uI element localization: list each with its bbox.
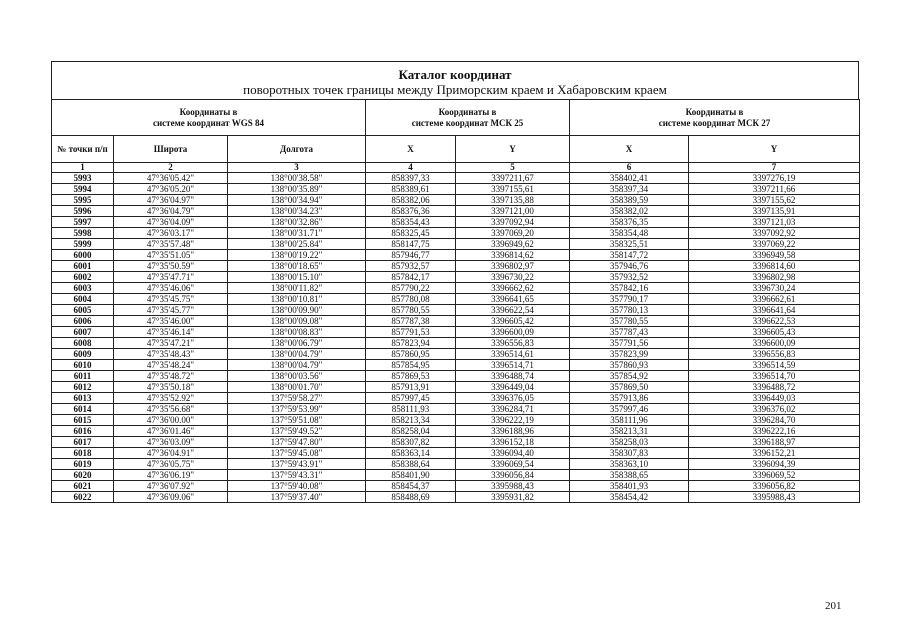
table-row xyxy=(52,448,860,459)
table-row xyxy=(52,492,860,503)
msk27-x-cell: 358307,83 xyxy=(570,448,689,459)
msk25-y-cell: 3396814,62 xyxy=(456,250,570,261)
column-number: 3 xyxy=(228,163,366,173)
longitude-cell: 138°00'25.84" xyxy=(228,239,366,250)
column-header-latitude: Широта xyxy=(114,136,228,163)
msk25-x-cell: 858258,04 xyxy=(366,426,456,437)
table-row xyxy=(52,415,860,426)
msk27-x-cell: 357790,17 xyxy=(570,294,689,305)
msk25-y-cell: 3396600,09 xyxy=(456,327,570,338)
point-number-cell: 6008 xyxy=(52,338,114,349)
column-number: 5 xyxy=(456,163,570,173)
msk27-x-cell: 357946,76 xyxy=(570,261,689,272)
msk25-y-cell: 3396662,62 xyxy=(456,283,570,294)
msk25-y-cell: 3395931,82 xyxy=(456,492,570,503)
msk27-x-cell: 357854,92 xyxy=(570,371,689,382)
catalog-title: Каталог координат xyxy=(398,67,512,82)
point-number-cell: 6004 xyxy=(52,294,114,305)
table-row xyxy=(52,404,860,415)
msk25-y-cell: 3397092,94 xyxy=(456,217,570,228)
point-number-cell: 6021 xyxy=(52,481,114,492)
column-number: 7 xyxy=(689,163,860,173)
msk27-x-cell: 358388,65 xyxy=(570,470,689,481)
msk25-y-cell: 3397069,20 xyxy=(456,228,570,239)
point-number-cell: 5994 xyxy=(52,184,114,195)
coordinate-catalog xyxy=(51,61,859,503)
latitude-cell: 47°35'50.59" xyxy=(114,261,228,272)
point-number-cell: 6005 xyxy=(52,305,114,316)
msk25-x-cell: 858147,75 xyxy=(366,239,456,250)
msk27-x-cell: 358389,59 xyxy=(570,195,689,206)
msk25-x-cell: 857780,08 xyxy=(366,294,456,305)
point-number-cell: 5993 xyxy=(52,173,114,184)
msk27-x-cell: 358401,93 xyxy=(570,481,689,492)
msk27-y-cell: 3397069,22 xyxy=(689,239,860,250)
table-row xyxy=(52,173,860,184)
longitude-cell: 138°00'35.89" xyxy=(228,184,366,195)
latitude-cell: 47°35'48.72" xyxy=(114,371,228,382)
msk25-x-cell: 857946,77 xyxy=(366,250,456,261)
msk27-y-cell: 3397092,92 xyxy=(689,228,860,239)
latitude-cell: 47°35'57.48" xyxy=(114,239,228,250)
longitude-cell: 137°59'51.08" xyxy=(228,415,366,426)
msk27-x-cell: 358111,96 xyxy=(570,415,689,426)
point-number-cell: 6000 xyxy=(52,250,114,261)
msk25-x-cell: 857913,91 xyxy=(366,382,456,393)
longitude-cell: 138°00'38.58" xyxy=(228,173,366,184)
longitude-cell: 138°00'11.82" xyxy=(228,283,366,294)
longitude-cell: 138°00'04.79" xyxy=(228,360,366,371)
longitude-cell: 138°00'08.83" xyxy=(228,327,366,338)
msk25-y-cell: 3397155,61 xyxy=(456,184,570,195)
latitude-cell: 47°35'51.05" xyxy=(114,250,228,261)
msk25-x-cell: 858325,45 xyxy=(366,228,456,239)
msk27-x-cell: 357780,13 xyxy=(570,305,689,316)
msk25-x-cell: 857869,53 xyxy=(366,371,456,382)
msk27-y-cell: 3396662,61 xyxy=(689,294,860,305)
point-number-cell: 6007 xyxy=(52,327,114,338)
latitude-cell: 47°35'48.43" xyxy=(114,349,228,360)
point-number-cell: 6018 xyxy=(52,448,114,459)
msk27-x-cell: 357932,52 xyxy=(570,272,689,283)
latitude-cell: 47°36'04.09" xyxy=(114,217,228,228)
longitude-cell: 138°00'34.23" xyxy=(228,206,366,217)
msk25-y-cell: 3396730,22 xyxy=(456,272,570,283)
latitude-cell: 47°35'45.75" xyxy=(114,294,228,305)
msk27-y-cell: 3396094,39 xyxy=(689,459,860,470)
msk25-y-cell: 3396188,96 xyxy=(456,426,570,437)
point-number-cell: 6003 xyxy=(52,283,114,294)
msk25-y-cell: 3397211,67 xyxy=(456,173,570,184)
msk25-y-cell: 3396376,05 xyxy=(456,393,570,404)
table-body xyxy=(52,173,860,503)
latitude-cell: 47°36'07.92" xyxy=(114,481,228,492)
table-row xyxy=(52,305,860,316)
column-header-msk25-x: X xyxy=(366,136,456,163)
table-row xyxy=(52,327,860,338)
msk27-y-cell: 3396641,64 xyxy=(689,305,860,316)
msk25-x-cell: 857790,22 xyxy=(366,283,456,294)
msk25-x-cell: 858397,33 xyxy=(366,173,456,184)
msk27-y-cell: 3395988,43 xyxy=(689,492,860,503)
msk27-x-cell: 358402,41 xyxy=(570,173,689,184)
point-number-cell: 6019 xyxy=(52,459,114,470)
longitude-cell: 137°59'43.31" xyxy=(228,470,366,481)
msk27-y-cell: 3396152,21 xyxy=(689,448,860,459)
msk27-y-cell: 3396605,43 xyxy=(689,327,860,338)
point-number-cell: 6009 xyxy=(52,349,114,360)
longitude-cell: 138°00'01.70" xyxy=(228,382,366,393)
msk27-y-cell: 3397121,03 xyxy=(689,217,860,228)
msk25-x-cell: 857823,94 xyxy=(366,338,456,349)
msk25-x-cell: 858388,64 xyxy=(366,459,456,470)
group-header-msk27: Координаты в системе координат МСК 27 xyxy=(570,100,860,136)
table-row xyxy=(52,294,860,305)
msk25-x-cell: 857854,95 xyxy=(366,360,456,371)
latitude-cell: 47°36'04.97" xyxy=(114,195,228,206)
msk25-y-cell: 3397121,00 xyxy=(456,206,570,217)
msk27-x-cell: 357860,93 xyxy=(570,360,689,371)
point-number-cell: 5997 xyxy=(52,217,114,228)
msk27-x-cell: 358325,51 xyxy=(570,239,689,250)
table-row xyxy=(52,283,860,294)
msk27-x-cell: 357869,50 xyxy=(570,382,689,393)
point-number-cell: 6015 xyxy=(52,415,114,426)
point-number-cell: 5995 xyxy=(52,195,114,206)
table-row xyxy=(52,338,860,349)
msk27-y-cell: 3396622,53 xyxy=(689,316,860,327)
msk27-y-cell: 3396556,83 xyxy=(689,349,860,360)
table-row xyxy=(52,184,860,195)
column-header-longitude: Долгота xyxy=(228,136,366,163)
msk27-x-cell: 358376,35 xyxy=(570,217,689,228)
latitude-cell: 47°36'05.20" xyxy=(114,184,228,195)
latitude-cell: 47°35'45.77" xyxy=(114,305,228,316)
title-box xyxy=(51,61,859,99)
latitude-cell: 47°35'48.24" xyxy=(114,360,228,371)
longitude-cell: 138°00'09.90" xyxy=(228,305,366,316)
msk25-x-cell: 858213,34 xyxy=(366,415,456,426)
latitude-cell: 47°36'05.42" xyxy=(114,173,228,184)
point-number-cell: 6017 xyxy=(52,437,114,448)
point-number-cell: 6012 xyxy=(52,382,114,393)
msk25-y-cell: 3396094,40 xyxy=(456,448,570,459)
column-number: 2 xyxy=(114,163,228,173)
column-number-row xyxy=(52,163,860,173)
msk27-x-cell: 358397,34 xyxy=(570,184,689,195)
latitude-cell: 47°36'03.17" xyxy=(114,228,228,239)
msk25-x-cell: 858389,61 xyxy=(366,184,456,195)
msk27-y-cell: 3396069,52 xyxy=(689,470,860,481)
msk25-y-cell: 3396641,65 xyxy=(456,294,570,305)
msk27-y-cell: 3396449,03 xyxy=(689,393,860,404)
table-row xyxy=(52,316,860,327)
longitude-cell: 137°59'58.27" xyxy=(228,393,366,404)
longitude-cell: 138°00'10.81" xyxy=(228,294,366,305)
table-row xyxy=(52,470,860,481)
msk25-x-cell: 858111,93 xyxy=(366,404,456,415)
latitude-cell: 47°36'00.00" xyxy=(114,415,228,426)
msk27-x-cell: 358382,02 xyxy=(570,206,689,217)
table-row xyxy=(52,382,860,393)
point-number-cell: 6020 xyxy=(52,470,114,481)
latitude-cell: 47°35'46.00" xyxy=(114,316,228,327)
msk25-y-cell: 3396222,19 xyxy=(456,415,570,426)
msk25-y-cell: 3396605,42 xyxy=(456,316,570,327)
longitude-cell: 138°00'04.79" xyxy=(228,349,366,360)
msk27-x-cell: 357787,43 xyxy=(570,327,689,338)
longitude-cell: 138°00'31.71" xyxy=(228,228,366,239)
msk25-y-cell: 3396556,83 xyxy=(456,338,570,349)
longitude-cell: 138°00'32.86" xyxy=(228,217,366,228)
latitude-cell: 47°36'05.75" xyxy=(114,459,228,470)
msk25-y-cell: 3396622,54 xyxy=(456,305,570,316)
msk27-y-cell: 3396188,97 xyxy=(689,437,860,448)
column-number: 6 xyxy=(570,163,689,173)
column-header-msk27-x: X xyxy=(570,136,689,163)
table-row xyxy=(52,217,860,228)
msk25-x-cell: 858488,69 xyxy=(366,492,456,503)
msk25-y-cell: 3396802,97 xyxy=(456,261,570,272)
msk27-y-cell: 3396056,82 xyxy=(689,481,860,492)
latitude-cell: 47°35'52.92" xyxy=(114,393,228,404)
point-number-cell: 6016 xyxy=(52,426,114,437)
msk27-x-cell: 357997,46 xyxy=(570,404,689,415)
msk25-x-cell: 858401,90 xyxy=(366,470,456,481)
msk27-y-cell: 3397276,19 xyxy=(689,173,860,184)
msk27-y-cell: 3396222,16 xyxy=(689,426,860,437)
table-row xyxy=(52,360,860,371)
msk25-x-cell: 857842,17 xyxy=(366,272,456,283)
point-number-cell: 6011 xyxy=(52,371,114,382)
table-row xyxy=(52,250,860,261)
msk27-y-cell: 3396949,58 xyxy=(689,250,860,261)
msk27-x-cell: 358213,31 xyxy=(570,426,689,437)
latitude-cell: 47°36'01.46" xyxy=(114,426,228,437)
column-header-msk25-y: Y xyxy=(456,136,570,163)
point-number-cell: 5996 xyxy=(52,206,114,217)
msk27-x-cell: 358354,48 xyxy=(570,228,689,239)
longitude-cell: 137°59'43.91" xyxy=(228,459,366,470)
msk27-x-cell: 358258,03 xyxy=(570,437,689,448)
point-number-cell: 6022 xyxy=(52,492,114,503)
msk25-x-cell: 857997,45 xyxy=(366,393,456,404)
latitude-cell: 47°36'04.79" xyxy=(114,206,228,217)
msk25-x-cell: 858307,82 xyxy=(366,437,456,448)
column-header-msk27-y: Y xyxy=(689,136,860,163)
msk25-y-cell: 3396488,74 xyxy=(456,371,570,382)
msk27-y-cell: 3397135,91 xyxy=(689,206,860,217)
msk27-x-cell: 358363,10 xyxy=(570,459,689,470)
msk27-y-cell: 3397211,66 xyxy=(689,184,860,195)
msk27-x-cell: 357780,55 xyxy=(570,316,689,327)
column-number: 1 xyxy=(52,163,114,173)
msk27-y-cell: 3396814,60 xyxy=(689,261,860,272)
latitude-cell: 47°36'09.06" xyxy=(114,492,228,503)
msk25-y-cell: 3397135,88 xyxy=(456,195,570,206)
longitude-cell: 137°59'40.08" xyxy=(228,481,366,492)
msk25-x-cell: 858382,06 xyxy=(366,195,456,206)
table-row xyxy=(52,261,860,272)
msk27-x-cell: 357913,86 xyxy=(570,393,689,404)
latitude-cell: 47°35'50.18" xyxy=(114,382,228,393)
longitude-cell: 138°00'09.08" xyxy=(228,316,366,327)
msk25-x-cell: 858376,36 xyxy=(366,206,456,217)
table-row xyxy=(52,228,860,239)
group-header-wgs84: Координаты в системе координат WGS 84 xyxy=(52,100,366,136)
latitude-cell: 47°35'46.14" xyxy=(114,327,228,338)
latitude-cell: 47°36'06.19" xyxy=(114,470,228,481)
msk25-x-cell: 858454,37 xyxy=(366,481,456,492)
msk25-y-cell: 3396056,84 xyxy=(456,470,570,481)
column-header-point-no: № точки п/п xyxy=(52,136,114,163)
longitude-cell: 137°59'47.80" xyxy=(228,437,366,448)
msk25-x-cell: 857932,57 xyxy=(366,261,456,272)
table-row xyxy=(52,371,860,382)
msk25-x-cell: 858354,43 xyxy=(366,217,456,228)
table-row xyxy=(52,437,860,448)
point-number-cell: 6013 xyxy=(52,393,114,404)
point-number-cell: 5999 xyxy=(52,239,114,250)
msk27-x-cell: 357842,16 xyxy=(570,283,689,294)
table-row xyxy=(52,459,860,470)
msk25-x-cell: 857787,38 xyxy=(366,316,456,327)
longitude-cell: 138°00'15.10" xyxy=(228,272,366,283)
latitude-cell: 47°36'04.91" xyxy=(114,448,228,459)
msk27-y-cell: 3396376,02 xyxy=(689,404,860,415)
table-row xyxy=(52,393,860,404)
msk27-y-cell: 3396514,70 xyxy=(689,371,860,382)
table-row xyxy=(52,206,860,217)
point-number-cell: 6006 xyxy=(52,316,114,327)
latitude-cell: 47°35'47.21" xyxy=(114,338,228,349)
msk25-x-cell: 857791,53 xyxy=(366,327,456,338)
msk27-y-cell: 3396514,59 xyxy=(689,360,860,371)
msk25-y-cell: 3396449,04 xyxy=(456,382,570,393)
msk27-x-cell: 357791,56 xyxy=(570,338,689,349)
longitude-cell: 137°59'37.40" xyxy=(228,492,366,503)
msk25-y-cell: 3396152,18 xyxy=(456,437,570,448)
longitude-cell: 138°00'34.94" xyxy=(228,195,366,206)
point-number-cell: 6002 xyxy=(52,272,114,283)
msk25-x-cell: 857780,55 xyxy=(366,305,456,316)
table-row xyxy=(52,195,860,206)
msk25-y-cell: 3396949,62 xyxy=(456,239,570,250)
table-row xyxy=(52,272,860,283)
msk27-y-cell: 3396600,09 xyxy=(689,338,860,349)
msk25-y-cell: 3395988,43 xyxy=(456,481,570,492)
latitude-cell: 47°36'03.09" xyxy=(114,437,228,448)
table-row xyxy=(52,426,860,437)
catalog-subtitle: поворотных точек границы между Приморским краем и Хабаровским краем xyxy=(243,82,667,97)
msk27-y-cell: 3396284,70 xyxy=(689,415,860,426)
table-row xyxy=(52,239,860,250)
msk27-x-cell: 357823,99 xyxy=(570,349,689,360)
msk25-x-cell: 857860,95 xyxy=(366,349,456,360)
column-number: 4 xyxy=(366,163,456,173)
msk27-x-cell: 358454,42 xyxy=(570,492,689,503)
coordinates-table xyxy=(51,99,860,503)
group-header-msk25: Координаты в системе координат МСК 25 xyxy=(366,100,570,136)
msk27-y-cell: 3396802,98 xyxy=(689,272,860,283)
msk25-y-cell: 3396069,54 xyxy=(456,459,570,470)
longitude-cell: 137°59'49.52" xyxy=(228,426,366,437)
point-number-cell: 6001 xyxy=(52,261,114,272)
longitude-cell: 138°00'18.65" xyxy=(228,261,366,272)
table-row xyxy=(52,481,860,492)
point-number-cell: 5998 xyxy=(52,228,114,239)
latitude-cell: 47°35'56.68" xyxy=(114,404,228,415)
msk27-x-cell: 358147,72 xyxy=(570,250,689,261)
longitude-cell: 138°00'19.22" xyxy=(228,250,366,261)
point-number-cell: 6014 xyxy=(52,404,114,415)
longitude-cell: 138°00'06.79" xyxy=(228,338,366,349)
msk27-y-cell: 3396488,72 xyxy=(689,382,860,393)
msk25-y-cell: 3396514,71 xyxy=(456,360,570,371)
msk25-y-cell: 3396284,71 xyxy=(456,404,570,415)
table-row xyxy=(52,349,860,360)
longitude-cell: 137°59'53.99" xyxy=(228,404,366,415)
page-number: 201 xyxy=(825,600,842,612)
msk27-y-cell: 3396730,24 xyxy=(689,283,860,294)
latitude-cell: 47°35'47.71" xyxy=(114,272,228,283)
msk27-y-cell: 3397155,62 xyxy=(689,195,860,206)
msk25-x-cell: 858363,14 xyxy=(366,448,456,459)
longitude-cell: 137°59'45.08" xyxy=(228,448,366,459)
longitude-cell: 138°00'03.56" xyxy=(228,371,366,382)
latitude-cell: 47°35'46.06" xyxy=(114,283,228,294)
point-number-cell: 6010 xyxy=(52,360,114,371)
msk25-y-cell: 3396514,61 xyxy=(456,349,570,360)
